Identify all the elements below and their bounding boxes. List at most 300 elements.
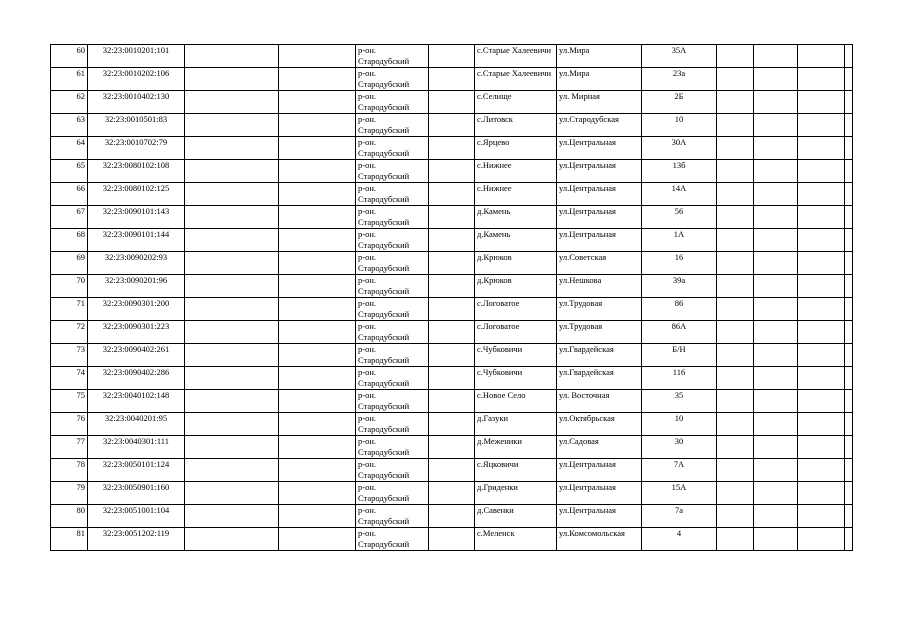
settlement-cell: д.Камень <box>475 229 557 252</box>
empty-cell <box>717 459 754 482</box>
empty-cell <box>279 298 356 321</box>
street-cell: ул.Нешкова <box>557 275 642 298</box>
settlement-cell: д.Савенки <box>475 505 557 528</box>
street-cell: ул.Советская <box>557 252 642 275</box>
empty-cell <box>429 160 475 183</box>
document-page <box>50 44 853 551</box>
empty-cell <box>798 275 845 298</box>
empty-cell <box>429 482 475 505</box>
street-cell: ул.Мира <box>557 45 642 68</box>
district-prefix: р-он. <box>358 436 377 446</box>
district-cell <box>356 459 429 482</box>
empty-cell <box>754 413 798 436</box>
empty-cell <box>798 528 845 551</box>
row-number-cell: 63 <box>51 114 88 137</box>
empty-cell <box>185 344 279 367</box>
empty-cell <box>185 436 279 459</box>
settlement-cell: с.Литовск <box>475 114 557 137</box>
settlement-cell: с.Ярцево <box>475 137 557 160</box>
empty-cell <box>845 91 853 114</box>
empty-cell <box>185 275 279 298</box>
table-row <box>51 482 853 505</box>
address-registry-table <box>50 44 853 551</box>
district-cell <box>356 367 429 390</box>
empty-cell <box>185 137 279 160</box>
house-number-cell: 35А <box>642 45 717 68</box>
empty-cell <box>717 505 754 528</box>
empty-cell <box>845 413 853 436</box>
empty-cell <box>754 183 798 206</box>
street-cell: ул. Восточная <box>557 390 642 413</box>
cadastral-number-cell: 32:23:0040102:148 <box>88 390 185 413</box>
district-prefix: р-он. <box>358 275 377 285</box>
street-cell: ул.Садовая <box>557 436 642 459</box>
district-name: Стародубский <box>358 102 410 112</box>
district-name: Стародубский <box>358 148 410 158</box>
cadastral-number-cell: 32:23:0090101:143 <box>88 206 185 229</box>
district-prefix: р-он. <box>358 160 377 170</box>
row-number-cell: 77 <box>51 436 88 459</box>
empty-cell <box>185 206 279 229</box>
cadastral-number-cell: 32:23:0010202:106 <box>88 68 185 91</box>
table-row <box>51 298 853 321</box>
empty-cell <box>845 114 853 137</box>
empty-cell <box>754 91 798 114</box>
empty-cell <box>279 505 356 528</box>
district-name: Стародубский <box>358 309 410 319</box>
street-cell: ул.Стародубская <box>557 114 642 137</box>
empty-cell <box>185 482 279 505</box>
district-name: Стародубский <box>358 240 410 250</box>
empty-cell <box>429 275 475 298</box>
district-name: Стародубский <box>358 516 410 526</box>
district-name: Стародубский <box>358 539 410 549</box>
district-cell <box>356 390 429 413</box>
empty-cell <box>754 45 798 68</box>
district-cell <box>356 482 429 505</box>
cadastral-number-cell: 32:23:0090402:286 <box>88 367 185 390</box>
empty-cell <box>798 390 845 413</box>
street-cell: ул.Центральная <box>557 183 642 206</box>
empty-cell <box>717 321 754 344</box>
district-name: Стародубский <box>358 401 410 411</box>
district-cell <box>356 114 429 137</box>
empty-cell <box>717 252 754 275</box>
empty-cell <box>717 45 754 68</box>
empty-cell <box>754 160 798 183</box>
empty-cell <box>279 229 356 252</box>
district-name: Стародубский <box>358 332 410 342</box>
empty-cell <box>798 114 845 137</box>
empty-cell <box>717 160 754 183</box>
house-number-cell: 16 <box>642 252 717 275</box>
street-cell: ул.Трудовая <box>557 321 642 344</box>
district-prefix: р-он. <box>358 459 377 469</box>
empty-cell <box>185 367 279 390</box>
district-name: Стародубский <box>358 470 410 480</box>
district-cell <box>356 137 429 160</box>
empty-cell <box>185 252 279 275</box>
row-number-cell: 60 <box>51 45 88 68</box>
house-number-cell: 1А <box>642 229 717 252</box>
district-prefix: р-он. <box>358 114 377 124</box>
cadastral-number-cell: 32:23:0090301:223 <box>88 321 185 344</box>
district-prefix: р-он. <box>358 91 377 101</box>
row-number-cell: 70 <box>51 275 88 298</box>
house-number-cell: 2Б <box>642 91 717 114</box>
house-number-cell: 35 <box>642 390 717 413</box>
house-number-cell: 7А <box>642 459 717 482</box>
empty-cell <box>754 114 798 137</box>
district-name: Стародубский <box>358 378 410 388</box>
empty-cell <box>429 298 475 321</box>
street-cell: ул.Центральная <box>557 160 642 183</box>
empty-cell <box>429 390 475 413</box>
empty-cell <box>798 252 845 275</box>
settlement-cell: с.Логоватое <box>475 298 557 321</box>
street-cell: ул.Трудовая <box>557 298 642 321</box>
street-cell: ул.Мира <box>557 68 642 91</box>
empty-cell <box>185 505 279 528</box>
empty-cell <box>717 229 754 252</box>
empty-cell <box>717 275 754 298</box>
empty-cell <box>845 367 853 390</box>
empty-cell <box>798 160 845 183</box>
empty-cell <box>845 390 853 413</box>
settlement-cell: с.Чубковичи <box>475 344 557 367</box>
empty-cell <box>845 206 853 229</box>
empty-cell <box>798 68 845 91</box>
cadastral-number-cell: 32:23:0090301:200 <box>88 298 185 321</box>
empty-cell <box>754 482 798 505</box>
cadastral-number-cell: 32:23:0051202:119 <box>88 528 185 551</box>
empty-cell <box>717 344 754 367</box>
district-prefix: р-он. <box>358 298 377 308</box>
empty-cell <box>185 45 279 68</box>
district-prefix: р-он. <box>358 344 377 354</box>
table-row <box>51 45 853 68</box>
empty-cell <box>798 344 845 367</box>
house-number-cell: 23а <box>642 68 717 91</box>
house-number-cell: 14А <box>642 183 717 206</box>
empty-cell <box>185 298 279 321</box>
empty-cell <box>798 459 845 482</box>
empty-cell <box>429 45 475 68</box>
empty-cell <box>279 252 356 275</box>
house-number-cell: 116 <box>642 367 717 390</box>
settlement-cell: с.Нижнее <box>475 160 557 183</box>
settlement-cell: с.Чубковичи <box>475 367 557 390</box>
empty-cell <box>754 321 798 344</box>
cadastral-number-cell: 32:23:0010402:130 <box>88 91 185 114</box>
empty-cell <box>798 45 845 68</box>
empty-cell <box>845 229 853 252</box>
empty-cell <box>185 183 279 206</box>
district-prefix: р-он. <box>358 390 377 400</box>
empty-cell <box>429 183 475 206</box>
empty-cell <box>717 183 754 206</box>
empty-cell <box>717 528 754 551</box>
row-number-cell: 81 <box>51 528 88 551</box>
empty-cell <box>279 413 356 436</box>
street-cell: ул. Мирная <box>557 91 642 114</box>
table-row <box>51 505 853 528</box>
empty-cell <box>429 344 475 367</box>
empty-cell <box>845 68 853 91</box>
house-number-cell: 39а <box>642 275 717 298</box>
district-name: Стародубский <box>358 447 410 457</box>
row-number-cell: 67 <box>51 206 88 229</box>
table-row <box>51 344 853 367</box>
street-cell: ул.Центральная <box>557 482 642 505</box>
table-row <box>51 91 853 114</box>
empty-cell <box>845 482 853 505</box>
empty-cell <box>717 137 754 160</box>
empty-cell <box>717 91 754 114</box>
empty-cell <box>754 298 798 321</box>
empty-cell <box>845 436 853 459</box>
district-cell <box>356 528 429 551</box>
district-cell <box>356 68 429 91</box>
cadastral-number-cell: 32:23:0050901:160 <box>88 482 185 505</box>
empty-cell <box>754 275 798 298</box>
empty-cell <box>279 206 356 229</box>
empty-cell <box>429 413 475 436</box>
street-cell: ул.Гвардейская <box>557 344 642 367</box>
empty-cell <box>717 390 754 413</box>
empty-cell <box>845 252 853 275</box>
table-row <box>51 183 853 206</box>
table-row <box>51 137 853 160</box>
empty-cell <box>429 528 475 551</box>
settlement-cell: с.Старые Халеевичи <box>475 68 557 91</box>
empty-cell <box>845 344 853 367</box>
empty-cell <box>279 45 356 68</box>
row-number-cell: 72 <box>51 321 88 344</box>
district-prefix: р-он. <box>358 505 377 515</box>
district-cell <box>356 321 429 344</box>
district-prefix: р-он. <box>358 229 377 239</box>
cadastral-number-cell: 32:23:0090101:144 <box>88 229 185 252</box>
empty-cell <box>717 206 754 229</box>
district-name: Стародубский <box>358 79 410 89</box>
table-row <box>51 367 853 390</box>
district-name: Стародубский <box>358 424 410 434</box>
row-number-cell: 76 <box>51 413 88 436</box>
district-name: Стародубский <box>358 493 410 503</box>
district-cell <box>356 252 429 275</box>
empty-cell <box>754 390 798 413</box>
table-body <box>51 45 853 551</box>
empty-cell <box>185 68 279 91</box>
table-row <box>51 275 853 298</box>
cadastral-number-cell: 32:23:0010501:83 <box>88 114 185 137</box>
empty-cell <box>754 229 798 252</box>
empty-cell <box>185 528 279 551</box>
empty-cell <box>185 114 279 137</box>
empty-cell <box>185 390 279 413</box>
empty-cell <box>845 528 853 551</box>
row-number-cell: 66 <box>51 183 88 206</box>
empty-cell <box>754 367 798 390</box>
empty-cell <box>429 367 475 390</box>
table-row <box>51 390 853 413</box>
row-number-cell: 65 <box>51 160 88 183</box>
district-prefix: р-он. <box>358 482 377 492</box>
district-cell <box>356 413 429 436</box>
district-prefix: р-он. <box>358 68 377 78</box>
empty-cell <box>798 298 845 321</box>
empty-cell <box>429 91 475 114</box>
empty-cell <box>754 505 798 528</box>
row-number-cell: 71 <box>51 298 88 321</box>
empty-cell <box>798 436 845 459</box>
house-number-cell: Б/Н <box>642 344 717 367</box>
table-row <box>51 528 853 551</box>
empty-cell <box>185 160 279 183</box>
district-cell <box>356 505 429 528</box>
district-prefix: р-он. <box>358 45 377 55</box>
street-cell: ул.Комсомольская <box>557 528 642 551</box>
empty-cell <box>754 206 798 229</box>
cadastral-number-cell: 32:23:0010702:79 <box>88 137 185 160</box>
district-cell <box>356 298 429 321</box>
empty-cell <box>279 160 356 183</box>
empty-cell <box>279 390 356 413</box>
street-cell: ул.Центральная <box>557 229 642 252</box>
settlement-cell: д.Гриденки <box>475 482 557 505</box>
empty-cell <box>845 137 853 160</box>
house-number-cell: 10 <box>642 413 717 436</box>
cadastral-number-cell: 32:23:0090402:261 <box>88 344 185 367</box>
empty-cell <box>798 505 845 528</box>
settlement-cell: д.Меженики <box>475 436 557 459</box>
district-name: Стародубский <box>358 171 410 181</box>
empty-cell <box>798 91 845 114</box>
district-name: Стародубский <box>358 194 410 204</box>
empty-cell <box>279 68 356 91</box>
cadastral-number-cell: 32:23:0040301:111 <box>88 436 185 459</box>
settlement-cell: д.Крюков <box>475 275 557 298</box>
cadastral-number-cell: 32:23:0010201:101 <box>88 45 185 68</box>
empty-cell <box>279 275 356 298</box>
empty-cell <box>717 436 754 459</box>
house-number-cell: 86А <box>642 321 717 344</box>
table-row <box>51 206 853 229</box>
house-number-cell: 10 <box>642 114 717 137</box>
table-row <box>51 459 853 482</box>
district-prefix: р-он. <box>358 413 377 423</box>
settlement-cell: д.Крюков <box>475 252 557 275</box>
empty-cell <box>845 275 853 298</box>
district-cell <box>356 275 429 298</box>
district-prefix: р-он. <box>358 137 377 147</box>
empty-cell <box>429 505 475 528</box>
row-number-cell: 78 <box>51 459 88 482</box>
empty-cell <box>429 321 475 344</box>
empty-cell <box>754 137 798 160</box>
house-number-cell: 13б <box>642 160 717 183</box>
empty-cell <box>845 183 853 206</box>
district-prefix: р-он. <box>358 321 377 331</box>
empty-cell <box>754 68 798 91</box>
district-cell <box>356 160 429 183</box>
row-number-cell: 69 <box>51 252 88 275</box>
row-number-cell: 62 <box>51 91 88 114</box>
empty-cell <box>279 436 356 459</box>
table-row <box>51 252 853 275</box>
empty-cell <box>185 229 279 252</box>
row-number-cell: 80 <box>51 505 88 528</box>
house-number-cell: 86 <box>642 298 717 321</box>
district-name: Стародубский <box>358 355 410 365</box>
settlement-cell: д.Газуки <box>475 413 557 436</box>
district-prefix: р-он. <box>358 183 377 193</box>
empty-cell <box>717 114 754 137</box>
district-prefix: р-он. <box>358 206 377 216</box>
street-cell: ул.Центральная <box>557 505 642 528</box>
cadastral-number-cell: 32:23:0090202:93 <box>88 252 185 275</box>
empty-cell <box>798 482 845 505</box>
table-row <box>51 413 853 436</box>
empty-cell <box>429 137 475 160</box>
district-cell <box>356 183 429 206</box>
empty-cell <box>279 482 356 505</box>
empty-cell <box>279 367 356 390</box>
cadastral-number-cell: 32:23:0090201:96 <box>88 275 185 298</box>
district-prefix: р-он. <box>358 252 377 262</box>
row-number-cell: 61 <box>51 68 88 91</box>
house-number-cell: 30 <box>642 436 717 459</box>
empty-cell <box>279 344 356 367</box>
table-row <box>51 436 853 459</box>
empty-cell <box>279 91 356 114</box>
empty-cell <box>717 482 754 505</box>
district-cell <box>356 91 429 114</box>
empty-cell <box>717 68 754 91</box>
empty-cell <box>429 229 475 252</box>
settlement-cell: д.Камень <box>475 206 557 229</box>
empty-cell <box>798 137 845 160</box>
table-row <box>51 114 853 137</box>
empty-cell <box>279 137 356 160</box>
empty-cell <box>845 298 853 321</box>
settlement-cell: с.Логоватое <box>475 321 557 344</box>
cadastral-number-cell: 32:23:0080102:125 <box>88 183 185 206</box>
empty-cell <box>754 252 798 275</box>
street-cell: ул.Октябрьская <box>557 413 642 436</box>
empty-cell <box>279 459 356 482</box>
district-cell <box>356 206 429 229</box>
empty-cell <box>754 459 798 482</box>
empty-cell <box>845 321 853 344</box>
empty-cell <box>798 229 845 252</box>
empty-cell <box>429 206 475 229</box>
house-number-cell: 4 <box>642 528 717 551</box>
row-number-cell: 64 <box>51 137 88 160</box>
street-cell: ул.Гвардейская <box>557 367 642 390</box>
empty-cell <box>798 413 845 436</box>
empty-cell <box>429 252 475 275</box>
house-number-cell: 7а <box>642 505 717 528</box>
settlement-cell: с.Старые Халеевичи <box>475 45 557 68</box>
empty-cell <box>429 114 475 137</box>
empty-cell <box>185 459 279 482</box>
house-number-cell: 30А <box>642 137 717 160</box>
empty-cell <box>845 505 853 528</box>
district-cell <box>356 436 429 459</box>
empty-cell <box>754 436 798 459</box>
